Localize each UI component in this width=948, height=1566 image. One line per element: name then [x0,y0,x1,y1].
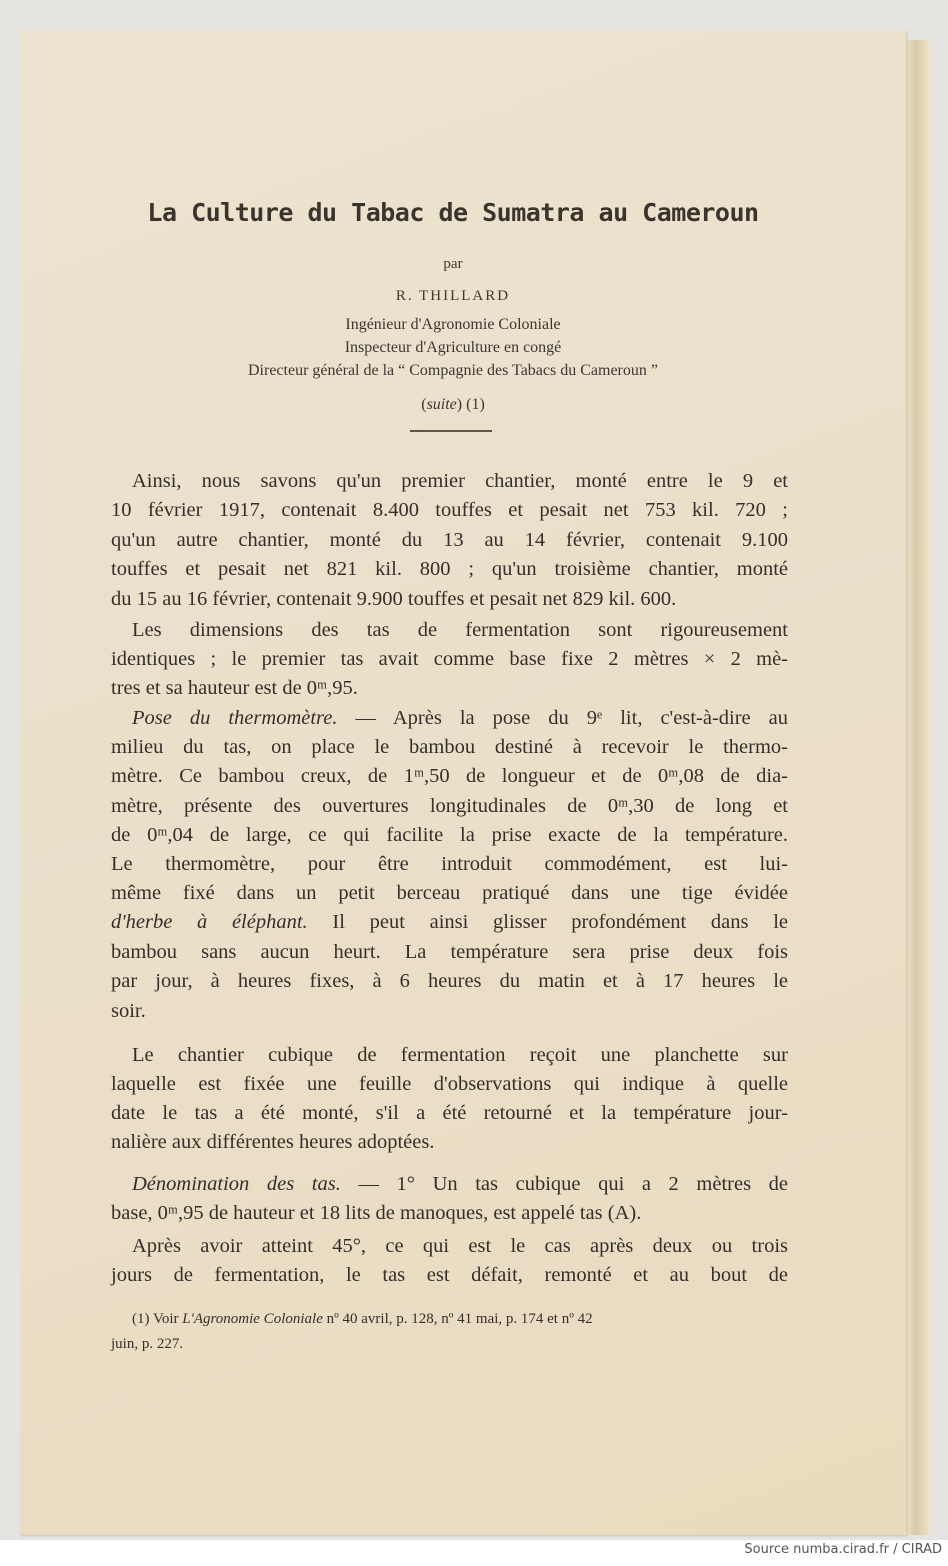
source-credit: Source numba.cirad.fr / CIRAD [744,1542,942,1557]
text-line: Pose du thermomètre. — Après la pose du 9ᵉ lit, c'est-à-dire au [132,707,788,729]
text-line: du 15 au 16 février, contenait 9.900 touffes et pesait net 829 kil. 600. [111,588,677,610]
italic-text: suite [426,396,457,413]
text-line: par jour, à heures fixes, à 6 heures du matin et à 17 heures le [111,970,788,992]
suite-note: (suite) (1) [421,396,485,413]
author-role-2: Inspecteur d'Agriculture en congé [344,339,562,356]
footnote-line-2: juin, p. 227. [111,1336,184,1352]
text-line: laquelle est fixée une feuille d'observations qui indique à quelle [111,1073,788,1095]
byline-par: par [443,256,463,272]
text-line: mètre, présente des ouvertures longitudinales de 0ᵐ,30 de long et [111,795,788,817]
text-line: bambou sans aucun heurt. La température sera prise deux fois [111,941,788,963]
text-line: tres et sa hauteur est de 0ᵐ,95. [111,677,358,699]
footnote-line-1: (1) Voir L'Agronomie Coloniale nº 40 avril, p. 128, nº 41 mai, p. 174 et nº 42 [132,1311,593,1327]
text-line: touffes et pesait net 821 kil. 800 ; qu'un troisième chantier, monté [111,558,788,580]
author-name: R. THILLARD [395,288,511,304]
text-line: soir. [111,1000,146,1022]
italic-text: Pose du thermomètre. [132,707,338,729]
text-line: 10 février 1917, contenait 8.400 touffes et pesait net 753 kil. 720 ; [111,499,788,521]
text-line: de 0ᵐ,04 de large, ce qui facilite la prise exacte de la température. [111,824,788,846]
text-line: qu'un autre chantier, monté du 13 au 14 février, contenait 9.100 [111,529,788,551]
text-line: nalière aux différentes heures adoptées. [111,1131,435,1153]
title-rule [410,430,492,432]
text-line: mètre. Ce bambou creux, de 1ᵐ,50 de longueur et de 0ᵐ,08 de dia- [111,765,788,787]
text-line: Dénomination des tas. — 1° Un tas cubique qui a 2 mètres de [132,1173,788,1195]
text-line: milieu du tas, on place le bambou destiné à recevoir le thermo- [111,736,788,758]
text-line: même fixé dans un petit berceau pratiqué dans une tige évidée [111,882,788,904]
text-line: Après avoir atteint 45°, ce qui est le cas après deux ou trois [132,1235,788,1257]
text-line: Le thermomètre, pour être introduit commodément, est lui- [111,853,788,875]
text-line: Le chantier cubique de fermentation reçoit une planchette sur [132,1044,788,1066]
article-title: La Culture du Tabac de Sumatra au Cameroun [147,198,759,227]
text-line: d'herbe à éléphant. Il peut ainsi glisser profondément dans le [111,911,789,933]
italic-text: L'Agronomie Coloniale [182,1311,323,1327]
text-line: jours de fermentation, le tas est défait, remonté et au bout de [111,1264,788,1286]
italic-text: Dénomination des tas. [132,1173,341,1195]
text-line: base, 0ᵐ,95 de hauteur et 18 lits de manoques, est appelé tas (A). [111,1202,642,1224]
text-line: date le tas a été monté, s'il a été retourné et la température jour- [111,1102,788,1124]
author-role-3: Directeur général de la “ Compagnie des Tabacs du Cameroun ” [248,362,658,379]
text-line: identiques ; le premier tas avait comme base fixe 2 mètres × 2 mè- [111,648,788,670]
author-role-1: Ingénieur d'Agronomie Coloniale [345,316,561,333]
text-line: Les dimensions des tas de fermentation sont rigoureusement [132,619,788,641]
text-line: Ainsi, nous savons qu'un premier chantier, monté entre le 9 et [132,470,788,492]
italic-text: d'herbe à éléphant. [111,911,308,933]
